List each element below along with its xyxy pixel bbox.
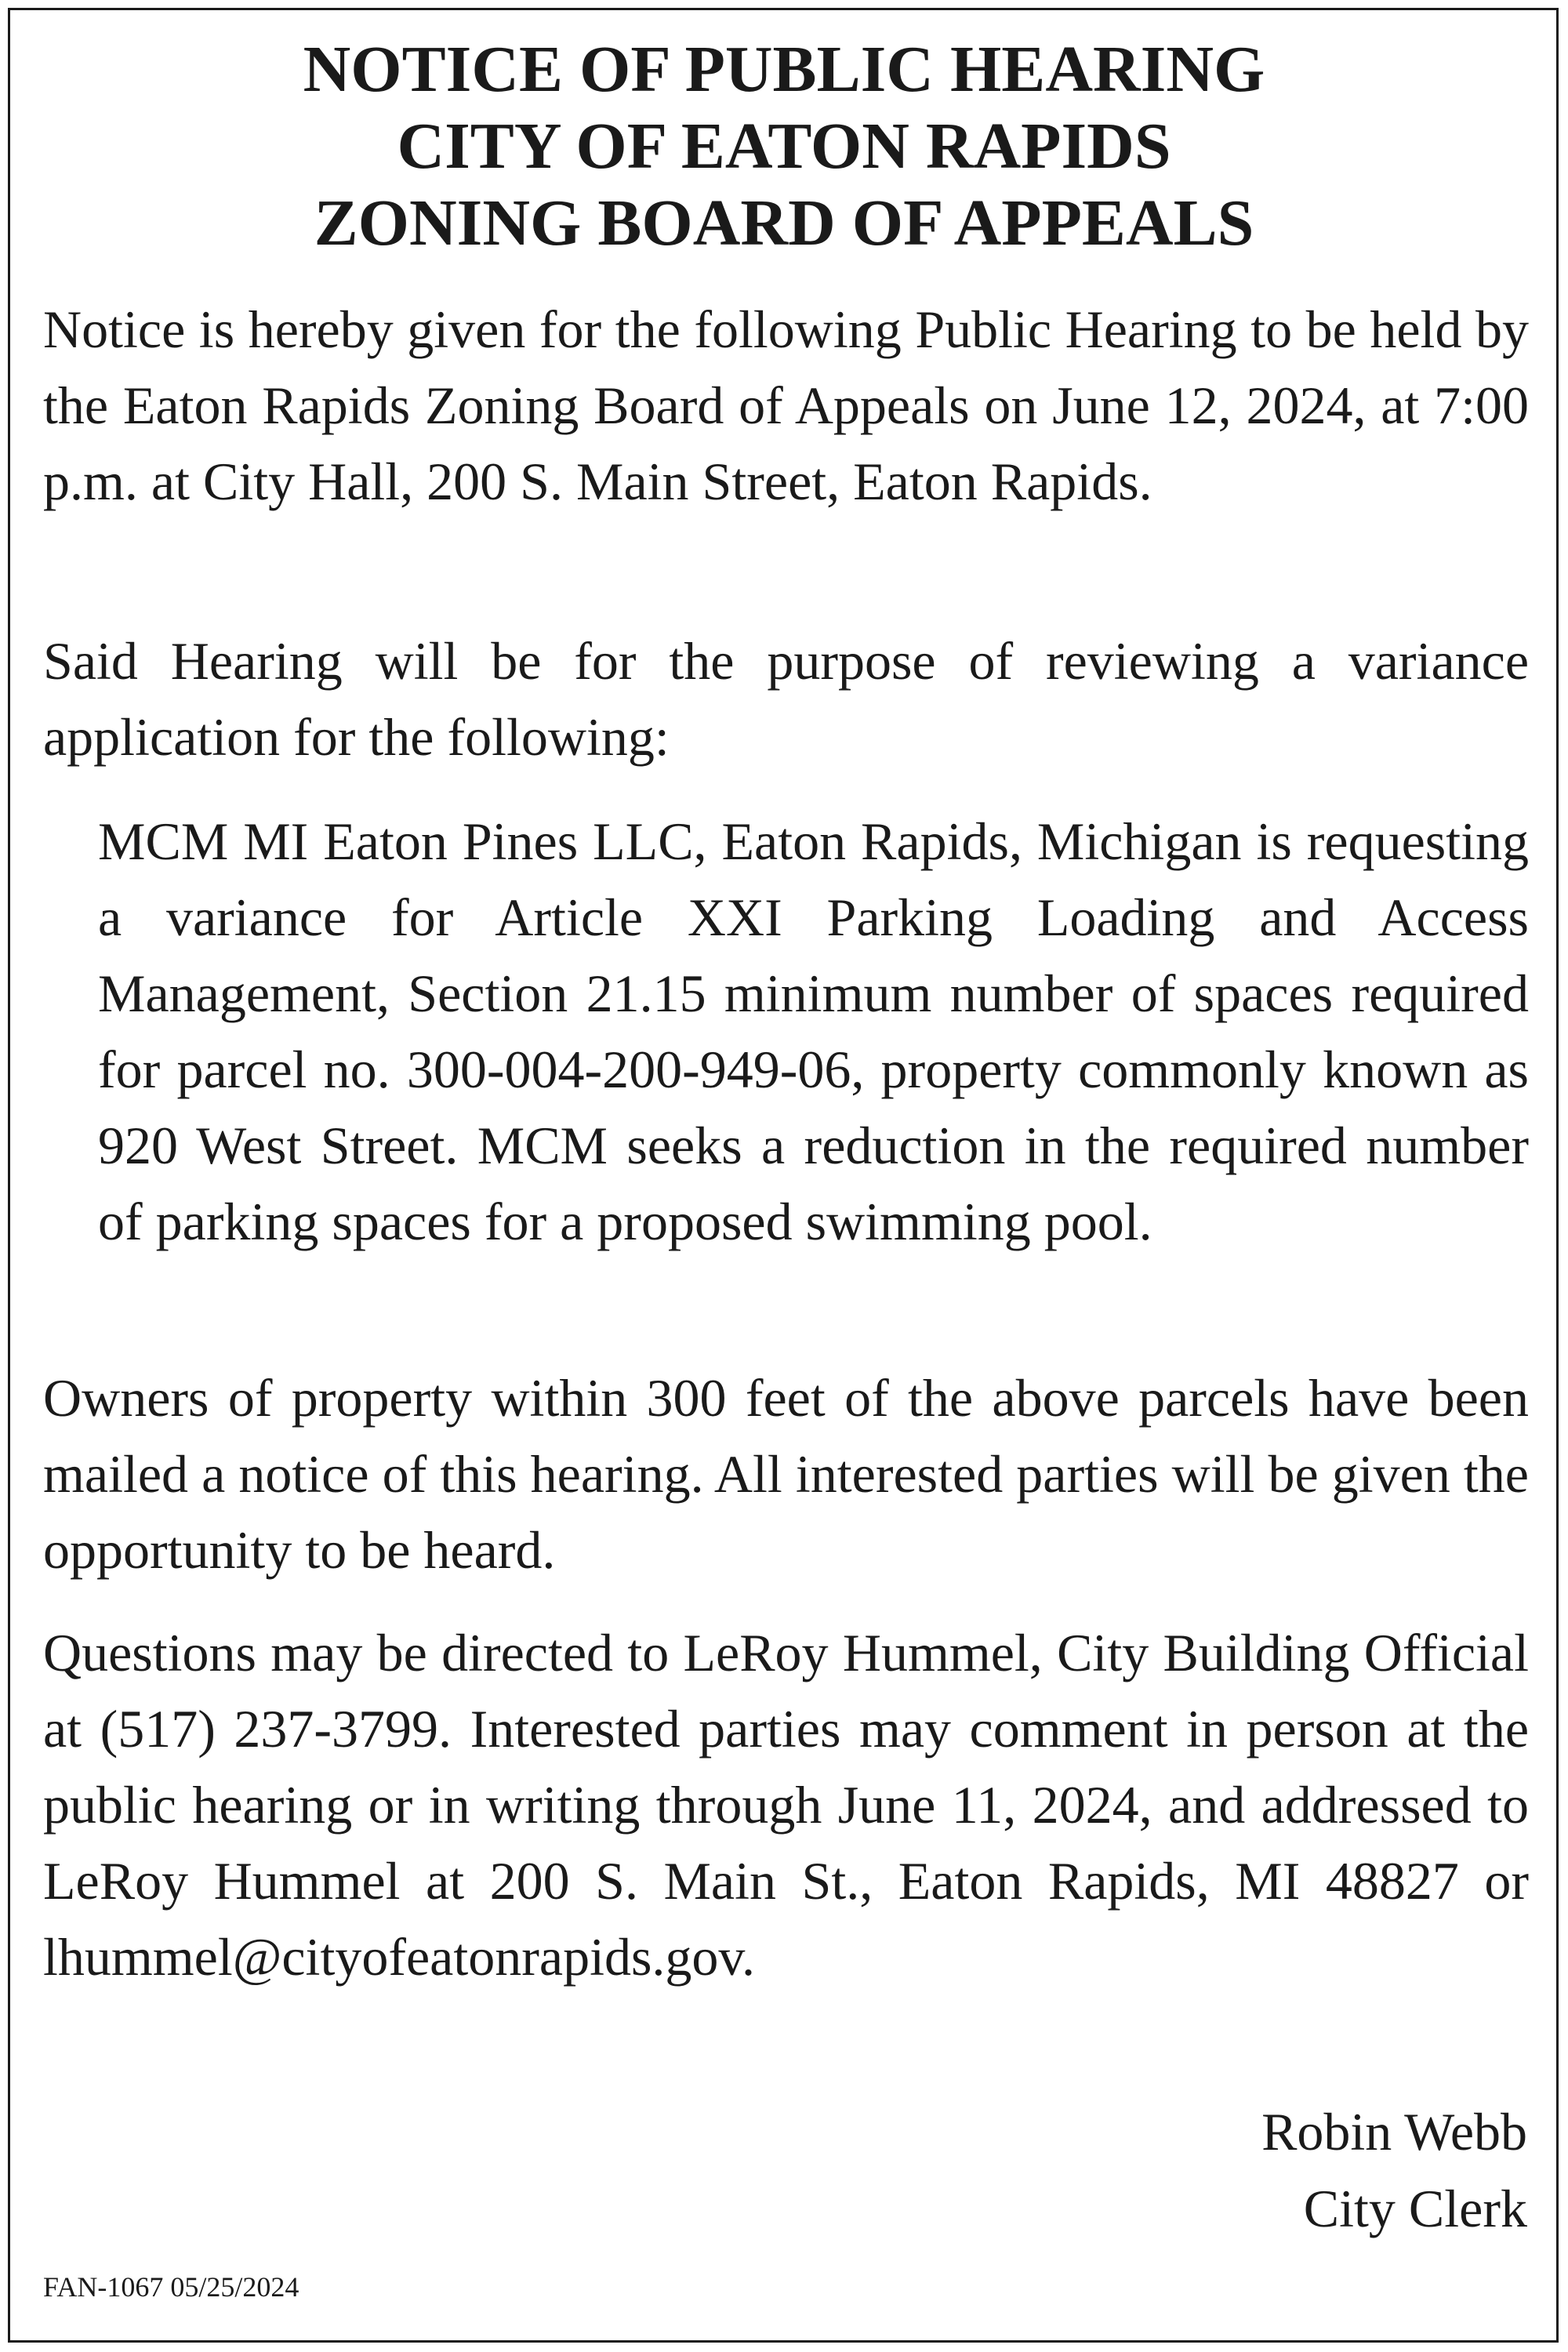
questions-contact-paragraph: Questions may be directed to LeRoy Hummel, City Building Official at (517) 237-3799. Interested parties may comment in person at the public hearing or in writing through June 11, 2024, and addressed to LeRoy Hummel at 200 S. Main St., Eaton Rapids, MI 48827 or lhummel@cityofeatonrapids.gov. — [43, 1623, 1529, 1987]
title-line-2: CITY OF EATON RAPIDS — [397, 110, 1171, 183]
signature-title: City Clerk — [1303, 2179, 1527, 2238]
notice-title — [0, 31, 1568, 262]
signature-name: Robin Webb — [1261, 2102, 1527, 2161]
title-line-1: NOTICE OF PUBLIC HEARING — [303, 33, 1265, 106]
property-owners-paragraph: Owners of property within 300 feet of the above parcels have been mailed a notice of this hearing. All interested parties will be given the opportunity to be heard. — [43, 1368, 1529, 1580]
footer-code: FAN-1067 05/25/2024 — [43, 2271, 299, 2303]
title-line-3: ZONING BOARD OF APPEALS — [314, 187, 1254, 260]
variance-request-paragraph: MCM MI Eaton Pines LLC, Eaton Rapids, Michigan is requesting a variance for Article XXI Parking Loading and Access Management, Section 21.15 minimum number of spaces required for parcel no. 300-004-200-949-06, property commonly known as 920 West Street. MCM seeks a reduction in the required number of parking spaces for a proposed swimming pool. — [98, 811, 1529, 1251]
hearing-announcement-paragraph: Notice is hereby given for the following Public Hearing to be held by the Eaton Rapids Zoning Board of Appeals on June 12, 2024, at 7:00 p.m. at City Hall, 200 S. Main Street, Eaton Rapids. — [43, 299, 1529, 511]
hearing-purpose-paragraph: Said Hearing will be for the purpose of reviewing a variance application for the following: — [43, 631, 1529, 767]
signature-block — [1261, 2093, 1527, 2247]
